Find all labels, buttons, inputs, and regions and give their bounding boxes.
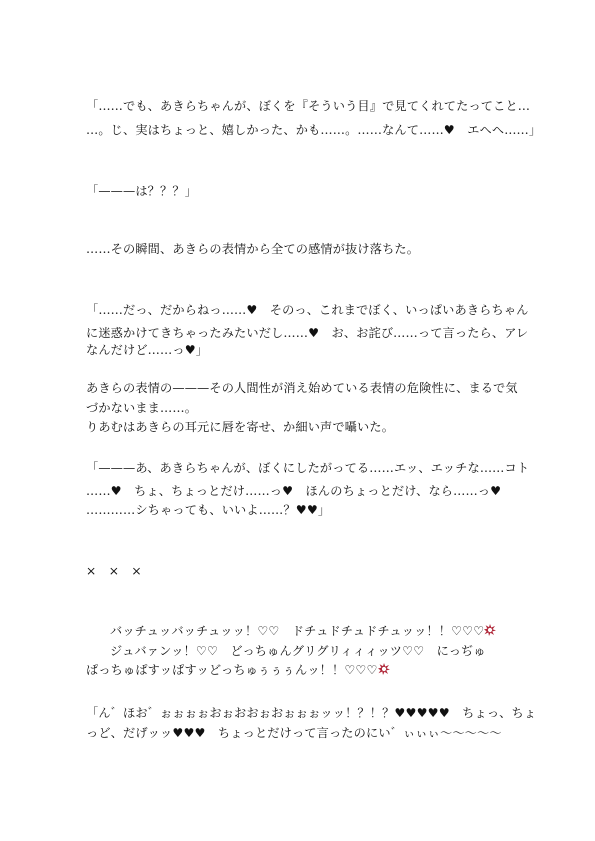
text-line-13: …………シちゃっても、いいよ……？♥♥」 [86, 503, 331, 517]
text-line-4: ……その瞬間、あきらの表情から全ての感情が抜け落ちた。 [86, 242, 420, 256]
text-line-17: ぱっちゅぱすッぱすッどっちゅぅぅぅんッ！！♡♡♡ [86, 663, 378, 677]
scene-break: × × × [86, 564, 142, 578]
text-line-16: ジュバァンッ！♡♡ どっちゅんグリグリィィィッツ♡♡ にっぢゅ [110, 644, 486, 658]
text-line-2: …。じ、実はちょっと、嬉しかった、かも……。……なんて……♥ エヘヘ……」 [86, 123, 542, 137]
anger-burst-icon [484, 624, 496, 636]
text-line-18: 「ん゛ほお゛ぉぉぉぉおぉおおぉおぉぉぉッッ！？！？♥♥♥♥♥ ちょっ、ちょ [86, 706, 537, 720]
anger-burst-icon [378, 663, 390, 675]
text-line-15-wrap [110, 623, 496, 639]
text-line-19: っど、だげッッ♥♥♥ ちょっとだけって言ったのにい゛ぃぃぃ〜〜〜〜〜 [86, 726, 502, 740]
text-line-10: りあむはあきらの耳元に唇を寄せ、か細い声で囁いた。 [86, 420, 395, 434]
text-line-11: 「———あ、あきらちゃんが、ぼくにしたがってる……エッ、エッチな……コト [86, 461, 530, 475]
text-line-1: 「……でも、あきらちゃんが、ぼくを『そういう目』で見てくれてたってこと… [86, 99, 531, 113]
text-line-6: に迷惑かけてきちゃったみたいだし……♥ お、お詫び……って言ったら、アレ [86, 326, 529, 340]
text-line-12: ……♥ ちょ、ちょっとだけ……っ♥ ほんのちょっとだけ、なら……っ♥ [86, 484, 502, 498]
text-line-3: 「———は？？？」 [86, 184, 198, 198]
text-line-9: づかないまま……。 [86, 401, 198, 415]
text-line-5: 「……だっ、だからねっ……♥ そのっ、これまでぼく、いっぱいあきらちゃん [86, 303, 529, 317]
text-line-8: あきらの表情の———その人間性が消え始めている表情の危険性に、まるで気 [86, 381, 518, 395]
text-line-15: バッチュッバッチュッッ！♡♡ ドチュドチュドチュッッ！！♡♡♡ [110, 624, 485, 638]
text-line-17-wrap [86, 662, 390, 678]
text-line-7: なんだけど……っ♥」 [86, 343, 209, 357]
